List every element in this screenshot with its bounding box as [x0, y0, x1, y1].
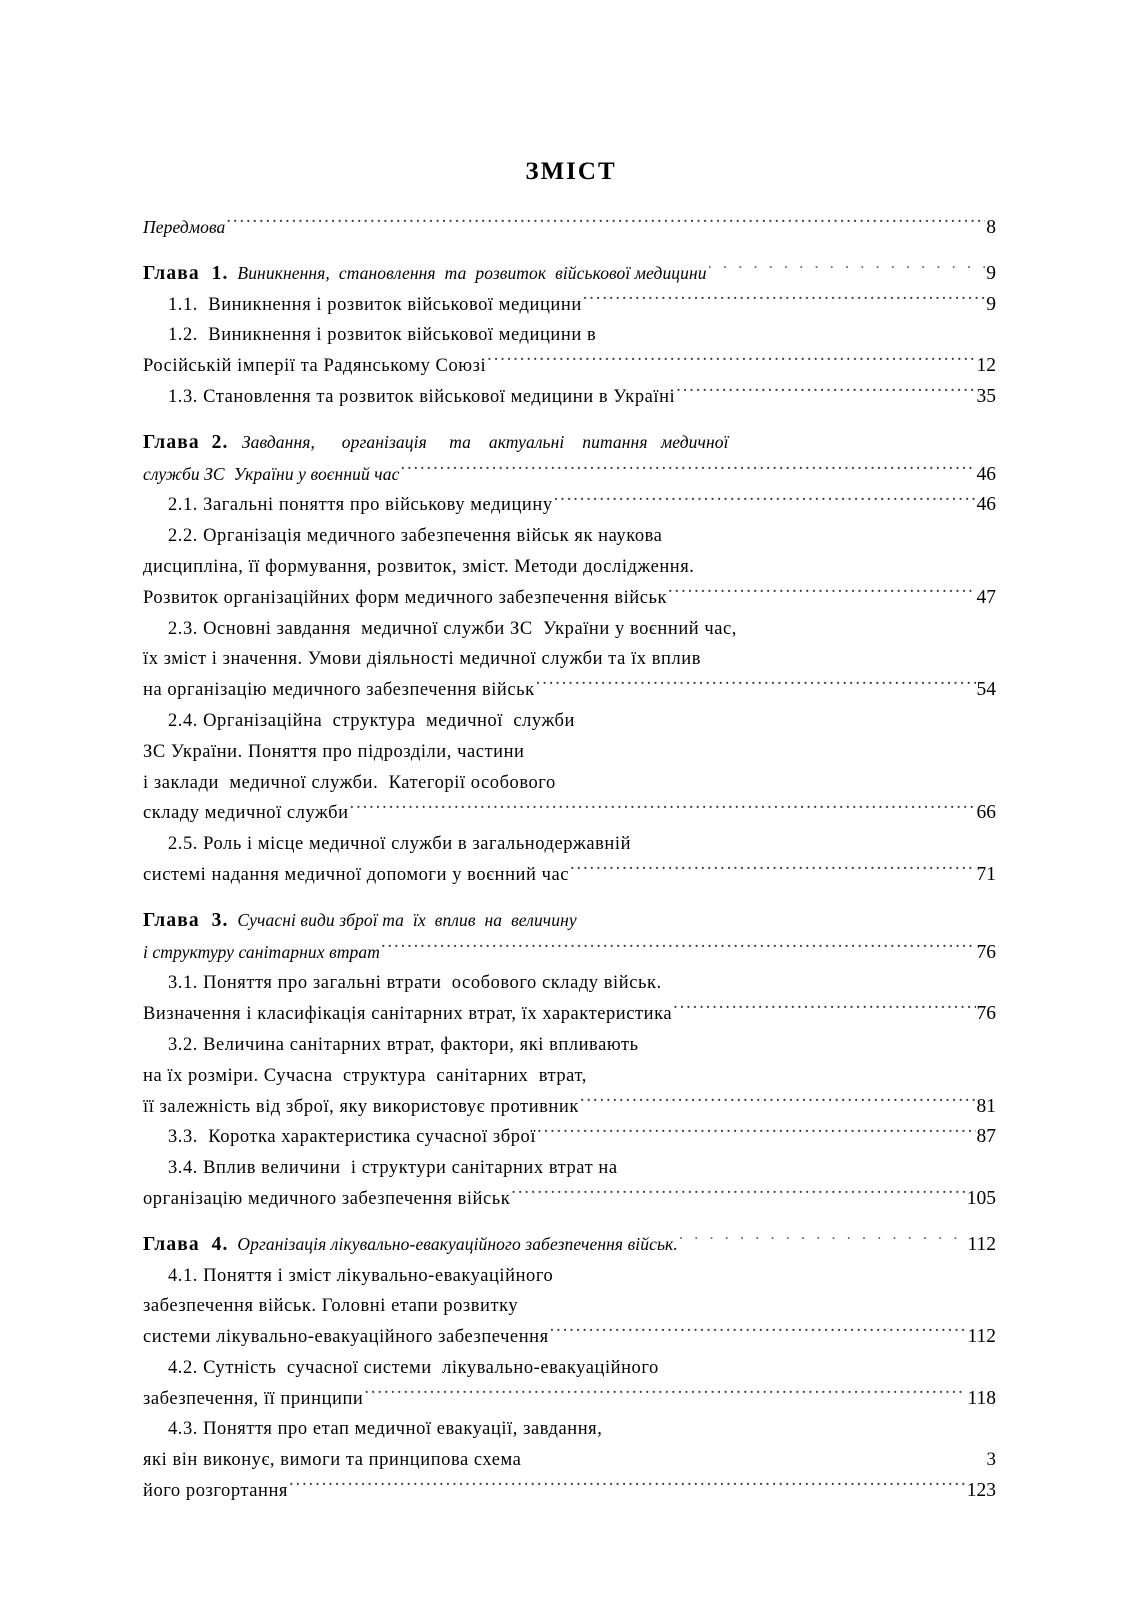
- toc-line: [143, 351, 996, 382]
- toc-page-number: 112: [967, 1233, 996, 1255]
- toc-entry-section-4-3[interactable]: [143, 1414, 996, 1506]
- toc-line: [143, 1476, 996, 1507]
- toc-entry-text: 4.1. Поняття і зміст лікувально-евакуаційного: [168, 1265, 554, 1286]
- toc-entry-text: їх зміст і значення. Умови діяльності медичної служби та їх вплив: [143, 649, 701, 670]
- toc-line: [143, 521, 996, 552]
- toc-entry-section-3-4[interactable]: [143, 1153, 996, 1215]
- toc-entry-section-1-1[interactable]: [143, 290, 996, 321]
- toc-entry-section-4-2[interactable]: [143, 1353, 996, 1415]
- toc-line: [143, 1092, 996, 1123]
- toc-line: [143, 290, 996, 321]
- dot-leader: [679, 1231, 967, 1250]
- toc-entry-text: Розвиток організаційних форм медичного забезпечення військ: [143, 587, 668, 608]
- block-spacer: [143, 1215, 996, 1229]
- toc-entry-text: дисципліна, її формування, розвиток, зміст. Методи дослідження.: [143, 556, 695, 577]
- toc-entry-text: 2.1. Загальні поняття про військову медицину: [168, 495, 553, 516]
- toc-page-number: 76: [976, 941, 996, 963]
- toc-line: [143, 1153, 996, 1184]
- toc-entry-text: 3.1. Поняття про загальні втрати особового складу військ.: [168, 973, 662, 994]
- toc-line: [143, 1353, 996, 1384]
- toc-entry-section-3-3[interactable]: [143, 1122, 996, 1153]
- dot-leader: [708, 260, 986, 279]
- toc-entry-section-4-1[interactable]: [143, 1261, 996, 1353]
- block-spacer: [143, 413, 996, 427]
- dot-leader: [583, 291, 985, 310]
- toc-line: [143, 614, 996, 645]
- block-spacer: [143, 891, 996, 905]
- toc-entry-text: 1.2. Виникнення і розвиток військової медицини в: [168, 325, 597, 346]
- toc-entry-text: 1.1. Виникнення і розвиток військової медицини: [168, 294, 582, 315]
- toc-entry-chapter-1[interactable]: [143, 258, 996, 290]
- toc-entry-chapter-4[interactable]: [143, 1229, 996, 1261]
- toc-entry-section-2-3[interactable]: [143, 614, 996, 706]
- toc-line: [143, 999, 996, 1030]
- toc-page-number: 35: [976, 385, 996, 407]
- toc-page-number: 12: [976, 355, 996, 377]
- toc-entry-text: ЗС України. Поняття про підрозділи, частини: [143, 741, 525, 762]
- toc-entry-chapter-2[interactable]: [143, 427, 996, 491]
- toc-page-number: 46: [976, 494, 996, 516]
- toc-entry-text: її залежність від зброї, яку використовує противник: [143, 1096, 579, 1117]
- toc-entry-text: складу медичної служби: [143, 803, 349, 824]
- toc-line: [143, 490, 996, 521]
- toc-entry-text: і структуру санітарних втрат: [143, 941, 380, 962]
- dot-leader: [400, 461, 975, 480]
- toc-entry-text: 2.5. Роль і місце медичної служби в загальнодержавній: [168, 834, 632, 855]
- block-spacer: [143, 244, 996, 258]
- toc-line: [143, 1261, 996, 1292]
- toc-entry-text: Сучасні види зброї та їх вплив на величину: [228, 909, 577, 930]
- toc-line: [143, 860, 996, 891]
- toc-entry-text: 1.3. Становлення та розвиток військової медицини в Україні: [168, 386, 676, 407]
- dot-leader: [487, 353, 975, 372]
- toc-entry-text: Передмова: [143, 217, 226, 237]
- toc-page-number: 47: [976, 586, 996, 608]
- toc-entry-text: 2.2. Організація медичного забезпечення військ як наукова: [168, 526, 663, 547]
- page-title: ЗМІСТ: [525, 158, 617, 185]
- dot-leader: [226, 215, 985, 234]
- toc-line: [143, 1445, 996, 1476]
- dot-leader: [536, 677, 976, 696]
- toc-entry-text: 3.3. Коротка характеристика сучасної зброї: [168, 1127, 537, 1148]
- toc-entry-section-2-2[interactable]: [143, 521, 996, 613]
- toc-line: [143, 737, 996, 768]
- page-folio-number: 3: [986, 1449, 996, 1470]
- toc-page-number: 9: [986, 293, 996, 315]
- toc-line: [143, 1184, 996, 1215]
- toc-entry-section-2-5[interactable]: [143, 829, 996, 891]
- toc-line: [143, 459, 996, 491]
- toc-line: [143, 1291, 996, 1322]
- chapter-label: Глава 4.: [143, 1233, 229, 1255]
- toc-line: [143, 768, 996, 799]
- toc-page-number: 9: [986, 262, 996, 284]
- toc-page-number: 123: [966, 1480, 996, 1502]
- toc-page-number: 87: [976, 1126, 996, 1148]
- dot-leader: [350, 800, 976, 819]
- toc-entry-text: які він виконує, вимоги та принципова схема: [143, 1450, 522, 1471]
- toc-line: [143, 1322, 996, 1353]
- toc-entry-text: 3.4. Вплив величини і структури санітарних втрат на: [168, 1158, 618, 1179]
- toc-entry-text: служби ЗС України у воєнний час: [143, 463, 400, 484]
- toc-line: [143, 1384, 996, 1415]
- toc-page-number: 46: [976, 463, 996, 485]
- dot-leader: [554, 492, 976, 511]
- toc-line: [143, 427, 996, 459]
- toc-page-number: 54: [976, 679, 996, 701]
- toc-page-number: 8: [986, 217, 996, 238]
- toc-entry-text: на їх розміри. Сучасна структура санітарних втрат,: [143, 1065, 587, 1086]
- toc-line: [143, 258, 996, 290]
- toc-line: [143, 644, 996, 675]
- toc-page-number: 76: [976, 1003, 996, 1025]
- dot-leader: [668, 584, 975, 603]
- toc-line: [143, 1229, 996, 1261]
- toc-entry-text: 2.3. Основні завдання медичної служби ЗС України у воєнний час,: [168, 618, 737, 639]
- toc-entry-text: забезпечення, її принципи: [143, 1388, 364, 1409]
- toc-line: [143, 829, 996, 860]
- toc-page-number: 66: [976, 802, 996, 824]
- toc-line: [143, 1414, 996, 1445]
- toc-line: [143, 798, 996, 829]
- toc-line: [143, 320, 996, 351]
- toc-entry-text: системі надання медичної допомоги у воєнний час: [143, 864, 569, 885]
- toc-page-number: 81: [976, 1095, 996, 1117]
- toc-entry-text: системи лікувально-евакуаційного забезпечення: [143, 1327, 549, 1348]
- toc-entry-text: 3.2. Величина санітарних втрат, фактори, які впливають: [168, 1034, 639, 1055]
- toc-entry-section-2-4[interactable]: [143, 706, 996, 829]
- toc-page-number: 105: [966, 1187, 996, 1209]
- chapter-label: Глава 3.: [143, 909, 229, 931]
- toc-entry-section-2-1[interactable]: [143, 490, 996, 521]
- toc-line: [143, 583, 996, 614]
- toc-entry-text: організацію медичного забезпечення військ: [143, 1188, 511, 1209]
- toc-line: [143, 706, 996, 737]
- toc-entry-text: забезпечення військ. Головні етапи розвитку: [143, 1296, 519, 1317]
- toc-entry-text: Завдання, організація та актуальні питання медичної: [228, 431, 729, 452]
- toc-entry-text: його розгортання: [143, 1481, 288, 1502]
- toc-entry-section-3-1[interactable]: [143, 968, 996, 1030]
- dot-leader: [676, 383, 975, 402]
- toc-entry-section-3-2[interactable]: [143, 1030, 996, 1122]
- dot-leader: [673, 1001, 975, 1020]
- toc-line: [143, 675, 996, 706]
- toc-entry-preface[interactable]: [143, 212, 996, 244]
- dot-leader: [537, 1124, 975, 1143]
- dot-leader: [570, 861, 976, 880]
- dot-leader: [364, 1385, 966, 1404]
- toc-line: [143, 1030, 996, 1061]
- dot-leader: [381, 939, 976, 958]
- chapter-label: Глава 1.: [143, 262, 229, 284]
- toc-page-number: 118: [967, 1387, 996, 1409]
- dot-leader: [580, 1093, 976, 1112]
- toc-entry-text: Російській імперії та Радянському Союзі: [143, 356, 487, 377]
- toc-entry-text: Визначення і класифікація санітарних втрат, їх характеристика: [143, 1004, 673, 1025]
- toc-entry-section-1-3[interactable]: [143, 382, 996, 413]
- toc-entry-section-1-2[interactable]: [143, 320, 996, 382]
- toc-line: [143, 1122, 996, 1153]
- toc-entry-chapter-3[interactable]: [143, 905, 996, 969]
- toc-entry-text: і заклади медичної служби. Категорії особового: [143, 772, 556, 793]
- toc-page-number: 71: [976, 863, 996, 885]
- toc-line: [143, 905, 996, 937]
- toc-entry-text: Виникнення, становлення та розвиток військової медицини: [228, 262, 707, 283]
- toc-line: [143, 937, 996, 969]
- toc-entry-text: 2.4. Організаційна структура медичної служби: [168, 710, 575, 731]
- table-of-contents: [143, 212, 996, 1507]
- dot-leader: [289, 1478, 966, 1497]
- dot-leader: [550, 1324, 967, 1343]
- toc-entry-text: на організацію медичного забезпечення військ: [143, 680, 535, 701]
- toc-entry-text: 4.2. Сутність сучасної системи лікувально-евакуаційного: [168, 1357, 659, 1378]
- toc-line: [143, 968, 996, 999]
- toc-line: [143, 1061, 996, 1092]
- toc-entry-text: Організація лікувально-евакуаційного забезпечення військ.: [228, 1233, 678, 1254]
- chapter-label: Глава 2.: [143, 431, 229, 453]
- toc-line: [143, 382, 996, 413]
- dot-leader: [511, 1185, 965, 1204]
- toc-page-number: 112: [967, 1326, 996, 1348]
- toc-line: [143, 552, 996, 583]
- toc-line: [143, 212, 996, 244]
- toc-entry-text: 4.3. Поняття про етап медичної евакуації, завдання,: [168, 1419, 603, 1440]
